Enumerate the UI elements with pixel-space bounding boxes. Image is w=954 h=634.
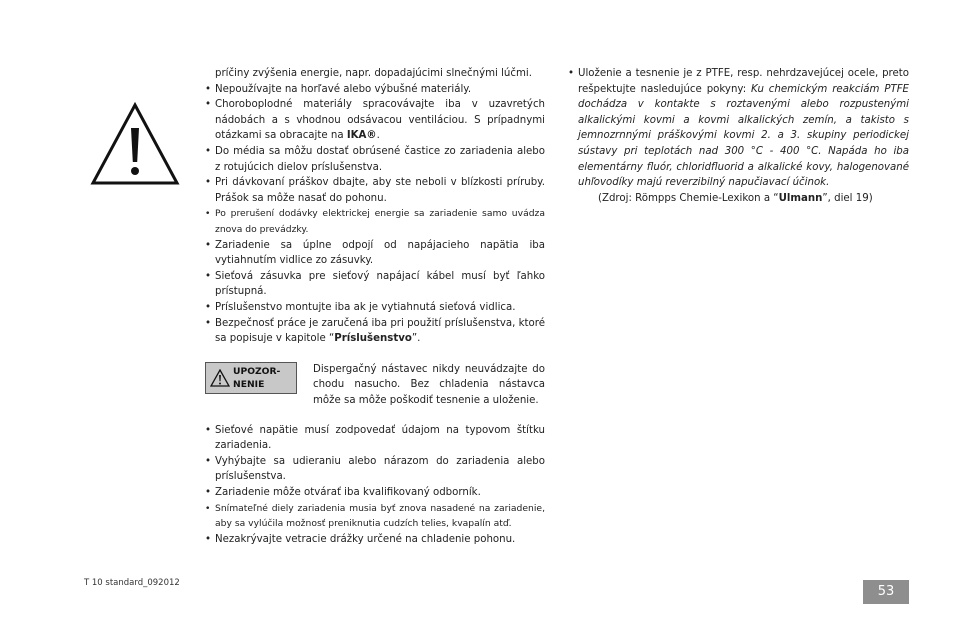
- bullet-item: • Po prerušení dodávky elektrickej energie sa zariadenie samo uvádza znova do prevádzky.: [205, 206, 545, 237]
- bullet-item: • Nepoužívajte na horľavé alebo výbušné materiály.: [205, 82, 545, 98]
- notice-badge: [205, 362, 297, 394]
- bullet-item: • Bezpečnosť práce je zaručená iba pri použití príslušenstva, ktoré sa popisuje v kapitole “Príslušenstvo”.: [205, 316, 545, 347]
- bullet-item: • Sieťové napätie musí zodpovedať údajom na typovom štítku zariadenia.: [205, 423, 545, 454]
- right-column: [568, 66, 909, 206]
- page-number: 53: [863, 580, 909, 604]
- bullet-item: • Zariadenie môže otvárať iba kvalifikovaný odborník.: [205, 485, 545, 501]
- intro-continuation: príčiny zvýšenia energie, napr. dopadajúcimi slnečnými lúčmi.: [215, 68, 532, 79]
- notice-text: Dispergačný nástavec nikdy neuvádzajte do chodu nasucho. Bez chladenia nástavca môže sa môže poškodiť tesnenie a uloženie.: [313, 363, 545, 406]
- bullet-item: • Príslušenstvo montujte iba ak je vytiahnutá sieťová vidlica.: [205, 300, 545, 316]
- bullet-item: • Pri dávkovaní práškov dbajte, aby ste neboli v blízkosti príruby. Prášok sa môže nasať do pohonu.: [205, 175, 545, 206]
- safety-bullets-bottom: [205, 423, 545, 548]
- warning-triangle-icon: [90, 102, 180, 186]
- document-code: T 10 standard_092012: [84, 578, 180, 588]
- ptfe-bullet: • Uloženie a tesnenie je z PTFE, resp. nehrdzavejúcej ocele, preto rešpektujte nasledujúce pokyny: Ku chemickým reakciám PTFE dochádza v kontakte s roztavenými alebo rozpustenými alkalickými kovmi a kovmi alkalických zemín, a takisto s jemnozrnnými práškovými kovmi 2. a 3. skupiny periodickej sústavy pri teplotách nad 300 °C - 400 °C. Napáda ho iba elementárny fluór, chloridfluorid a alkalické kovy, halogenované uhľovodíky majú reverzibilný napučiavací účinok.: [568, 66, 909, 191]
- bullet-item: • Nezakrývajte vetracie drážky určené na chladenie pohonu.: [205, 532, 545, 548]
- safety-bullets-top: [205, 82, 545, 347]
- source-citation: (Zdroj: Römpps Chemie-Lexikon a “Ulmann”, diel 19): [598, 192, 873, 204]
- bullet-item: • Zariadenie sa úplne odpojí od napájacieho napätia iba vytiahnutím vidlice zo zásuvky.: [205, 238, 545, 269]
- bullet-item: • Snímateľné diely zariadenia musia byť znova nasadené na zariadenie, aby sa vylúčila možnosť preniknutia cudzích telies, kvapalín atď.: [205, 501, 545, 532]
- notice-block: [205, 362, 545, 410]
- bullet-item: • Do média sa môžu dostať obrúsené častice zo zariadenia alebo z rotujúcich dielov príslušenstva.: [205, 144, 545, 175]
- bullet-item: • Sieťová zásuvka pre sieťový napájací kábel musí byť ľahko prístupná.: [205, 269, 545, 300]
- small-warning-icon: [210, 369, 230, 387]
- left-column: [205, 66, 545, 547]
- notice-label: UPOZOR- NENIE: [233, 365, 281, 390]
- bullet-item: • Choroboplodné materiály spracovávajte iba v uzavretých nádobách a s vhodnou odsávacou ventiláciou. S prípadnymi otázkami sa obracajte na IKA®.: [205, 97, 545, 144]
- bullet-item: • Vyhýbajte sa udieraniu alebo nárazom do zariadenia alebo príslušenstva.: [205, 454, 545, 485]
